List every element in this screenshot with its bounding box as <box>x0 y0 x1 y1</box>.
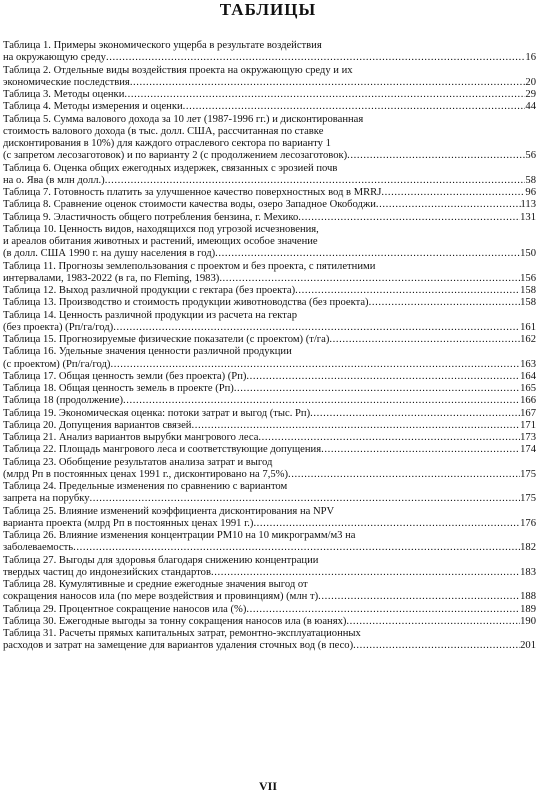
entry-page-number: 158 <box>520 285 536 296</box>
entry-page-number: 166 <box>520 395 536 407</box>
table-entry-line <box>3 567 536 579</box>
table-entry-line <box>3 236 536 248</box>
table-entry[interactable] <box>3 89 536 101</box>
table-entry-line <box>3 444 536 456</box>
entry-page-number: 162 <box>520 334 536 345</box>
dot-leader <box>347 150 525 162</box>
table-entry-line <box>3 138 536 150</box>
table-entry-line <box>3 77 536 89</box>
dot-leader <box>246 371 520 383</box>
entry-page-number: 44 <box>525 101 536 113</box>
table-entry-line <box>3 322 536 334</box>
entry-page-number: 58 <box>525 174 536 186</box>
table-entry-line <box>3 616 536 628</box>
table-entry[interactable] <box>3 383 536 395</box>
table-entry[interactable] <box>3 444 536 456</box>
entry-text: Таблица 15. Прогнозируемые физические показатели (с проектом) (т/га) <box>3 334 330 345</box>
entry-text: (в долл. США 1990 г. на душу населения в год) <box>3 248 216 260</box>
entry-text: Таблица 17. Общая ценность земли (без проекта) (Рп) <box>3 370 247 382</box>
table-entry-line <box>3 395 536 407</box>
table-entry[interactable] <box>3 420 536 432</box>
dot-leader <box>369 297 521 309</box>
entry-text: Таблица 23. Обобщение результатов анализа затрат и выгод <box>3 456 273 468</box>
entry-page-number: 150 <box>520 248 536 260</box>
table-entry-line <box>3 65 536 77</box>
entry-text: Таблица 8. Сравнение оценок стоимости качества воды, озеро Западное Окободжи <box>3 199 376 211</box>
entry-page-number: 161 <box>520 321 536 333</box>
entry-page-number: 183 <box>520 566 536 578</box>
entry-text: Таблица 18 (продолжение) <box>3 395 124 407</box>
entry-text: Таблица 30. Ежегодные выгоды за тонну сокращения наносов ила (в юанях) <box>3 615 347 627</box>
table-entry-line <box>3 175 536 187</box>
entry-page-number: 158 <box>520 297 536 309</box>
entry-page-number: 20 <box>525 76 536 88</box>
entry-page-number: 167 <box>520 407 536 419</box>
dot-leader <box>318 591 520 603</box>
table-entry[interactable] <box>3 212 536 224</box>
table-entry-line <box>3 432 536 444</box>
entry-text: (млрд Рп в постоянных ценах 1991 г., дисконтировано на 7,5%) <box>3 468 289 480</box>
table-entry-line <box>3 212 536 224</box>
table-entry[interactable] <box>3 261 536 286</box>
table-entry[interactable] <box>3 616 536 628</box>
table-entry-line <box>3 579 536 591</box>
entry-text: твердых частиц до индонезийских стандартов <box>3 566 211 578</box>
table-entry[interactable] <box>3 395 536 407</box>
table-entry-line <box>3 285 536 297</box>
table-entry-line <box>3 457 536 469</box>
entry-text: Таблица 21. Анализ вариантов вырубки мангрового леса <box>3 432 259 443</box>
table-entry-line <box>3 101 536 113</box>
table-entry-line <box>3 628 536 640</box>
entry-text: Таблица 4. Методы измерения и оценки <box>3 101 183 113</box>
table-entry-line <box>3 297 536 309</box>
entry-text: Таблица 10. Ценность видов, находящихся под угрозой исчезновения, <box>3 223 319 235</box>
table-entry-line <box>3 248 536 260</box>
table-entry[interactable] <box>3 481 536 506</box>
entry-text: Таблица 26. Влияние изменения концентрации РМ10 на 10 микрограмм/м3 на <box>3 530 356 541</box>
table-entry[interactable] <box>3 163 536 188</box>
table-entry-line <box>3 114 536 126</box>
dot-leader <box>329 334 520 346</box>
dot-leader <box>90 493 521 505</box>
table-entry[interactable] <box>3 199 536 211</box>
table-entry[interactable] <box>3 224 536 261</box>
table-entry-line <box>3 420 536 432</box>
table-entry[interactable] <box>3 334 536 346</box>
table-entry-line <box>3 52 536 64</box>
entry-text: (без проекта) (Рп/га/год) <box>3 321 114 333</box>
table-entry-line <box>3 542 536 554</box>
entry-text: стоимость валового дохода (в тыс. долл. США, рассчитанная по ставке <box>3 125 324 137</box>
entry-page-number: 156 <box>520 272 536 284</box>
entry-page-number: 201 <box>520 640 536 652</box>
table-entry[interactable] <box>3 40 536 65</box>
table-entry[interactable] <box>3 285 536 297</box>
table-entry[interactable] <box>3 408 536 420</box>
dot-leader <box>124 89 525 101</box>
entry-text: Таблица 12. Выход различной продукции с гектара (без проекта) <box>3 285 296 296</box>
entry-page-number: 163 <box>520 358 536 370</box>
entry-text: Таблица 28. Кумулятивные и средние ежегодные значения выгод от <box>3 579 308 590</box>
table-entry-line <box>3 273 536 285</box>
entry-text: Таблица 9. Эластичность общего потребления бензина, г. Мехико <box>3 211 299 223</box>
dot-leader <box>106 52 525 64</box>
dot-leader <box>191 420 520 432</box>
table-entry[interactable] <box>3 187 536 199</box>
dot-leader <box>321 444 520 456</box>
dot-leader <box>234 383 520 395</box>
entry-text: заболеваемость <box>3 542 74 554</box>
entry-page-number: 164 <box>520 370 536 382</box>
table-entry[interactable] <box>3 604 536 616</box>
table-entry-line <box>3 408 536 420</box>
dot-leader <box>123 395 520 407</box>
dot-leader <box>353 640 520 652</box>
entry-text: Таблица 2. Отдельные виды воздействия проекта на окружающую среду и их <box>3 64 353 76</box>
dot-leader <box>73 542 520 554</box>
entry-text: Таблица 3. Методы оценки <box>3 89 125 100</box>
entry-text: Таблица 14. Ценность различной продукции из расчета на гектар <box>3 309 297 321</box>
table-entry[interactable] <box>3 65 536 90</box>
table-entry-line <box>3 359 536 371</box>
table-entry[interactable] <box>3 371 536 383</box>
table-entry-line <box>3 506 536 518</box>
entry-text: и ареалов обитания животных и растений, имеющих особое значение <box>3 236 318 247</box>
table-entry-line <box>3 555 536 567</box>
entry-text: Таблица 6. Оценка общих ежегодных издержек, связанных с эрозией почв <box>3 162 338 174</box>
entry-page-number: 173 <box>520 432 536 443</box>
tables-list <box>3 40 536 653</box>
entry-text: варианта проекта (млрд Рп в постоянных ценах 1991 г.) <box>3 517 254 529</box>
entry-text: Таблица 25. Влияние изменений коэффициента дисконтирования на NPV <box>3 505 335 517</box>
dot-leader <box>211 567 520 579</box>
dot-leader <box>376 199 521 211</box>
table-entry[interactable] <box>3 114 536 163</box>
entry-page-number: 96 <box>525 187 536 198</box>
table-entry-line <box>3 591 536 603</box>
dot-leader <box>258 432 520 444</box>
table-entry-line <box>3 640 536 652</box>
entry-text: Таблица 5. Сумма валового дохода за 10 лет (1987-1996 гг.) и дисконтированная <box>3 113 364 125</box>
dot-leader <box>288 469 520 481</box>
table-entry-line <box>3 518 536 530</box>
table-entry-line <box>3 89 536 101</box>
table-entry-line <box>3 383 536 395</box>
entry-page-number: 171 <box>520 419 536 431</box>
dot-leader <box>246 604 520 616</box>
dot-leader <box>105 175 526 187</box>
entry-text: запрета на порубку <box>3 493 90 505</box>
entry-text: экономические последствия <box>3 76 130 88</box>
table-entry-line <box>3 530 536 542</box>
table-entry-line <box>3 371 536 383</box>
dot-leader <box>215 248 520 260</box>
entry-text: на о. Ява (в млн долл.) <box>3 174 105 186</box>
table-entry[interactable] <box>3 432 536 444</box>
entry-page-number: 188 <box>520 591 536 603</box>
entry-text: Таблица 7. Готовность платить за улучшенное качество поверхностных вод в MRRJ <box>3 187 382 198</box>
table-entry-line <box>3 346 536 358</box>
dot-leader <box>298 212 520 224</box>
dot-leader <box>346 616 520 628</box>
dot-leader <box>381 187 525 199</box>
table-entry[interactable] <box>3 628 536 653</box>
table-entry-line <box>3 310 536 322</box>
dot-leader <box>183 101 526 113</box>
table-entry[interactable] <box>3 506 536 531</box>
table-entry-line <box>3 40 536 52</box>
entry-page-number: 165 <box>520 383 536 394</box>
entry-text: Таблица 24. Предельные изменения по сравнению с вариантом <box>3 481 288 492</box>
table-entry-line <box>3 604 536 616</box>
entry-page-number: 182 <box>520 542 536 554</box>
table-entry-line <box>3 481 536 493</box>
dot-leader <box>310 408 520 420</box>
table-entry[interactable] <box>3 555 536 580</box>
entry-text: интервалами, 1983-2022 (в га, по Fleming, 1983) <box>3 272 220 284</box>
entry-page-number: 176 <box>520 517 536 529</box>
table-entry[interactable] <box>3 297 536 309</box>
entry-page-number: 29 <box>525 89 536 100</box>
table-entry-line <box>3 224 536 236</box>
entry-text: Таблица 13. Производство и стоимость продукции животноводства (без проекта) <box>3 297 369 309</box>
table-entry[interactable] <box>3 346 536 371</box>
entry-page-number: 174 <box>520 444 536 456</box>
entry-page-number: 113 <box>520 199 536 211</box>
dot-leader <box>130 77 526 89</box>
entry-text: Таблица 31. Расчеты прямых капитальных затрат, ремонтно-эксплуатационных <box>3 628 361 639</box>
entry-text: Таблица 18. Общая ценность земель в проекте (Рп) <box>3 383 234 394</box>
entry-page-number: 131 <box>520 211 536 223</box>
entry-text: Таблица 22. Площадь мангрового леса и соответствующие допущения <box>3 444 322 456</box>
table-entry-line <box>3 493 536 505</box>
entry-page-number: 175 <box>520 493 536 505</box>
entry-text: Таблица 1. Примеры экономического ущерба в результате воздействия <box>3 40 322 51</box>
entry-page-number: 189 <box>520 603 536 615</box>
entry-page-number: 175 <box>520 468 536 480</box>
table-entry[interactable] <box>3 457 536 482</box>
entry-text: Таблица 16. Удельные значения ценности различной продукции <box>3 346 292 358</box>
table-entry[interactable] <box>3 101 536 113</box>
entry-text: Таблица 19. Экономическая оценка: потоки затрат и выгод (тыс. Рп) <box>3 407 311 419</box>
table-entry-line <box>3 199 536 211</box>
entry-text: Таблица 29. Процентное сокращение наносов ила (%) <box>3 603 247 615</box>
entry-text: Таблица 11. Прогнозы землепользования с проектом и без проекта, с пятилетними <box>3 260 376 272</box>
entry-page-number: 190 <box>520 615 536 627</box>
table-entry-line <box>3 150 536 162</box>
entry-text: Таблица 27. Выгоды для здоровья благодаря снижению концентрации <box>3 554 319 566</box>
dot-leader <box>253 518 520 530</box>
dot-leader <box>219 273 520 285</box>
page-number: VII <box>258 779 277 793</box>
entry-text: дисконтирования в 10%) для каждого отраслевого сектора по варианту 1 <box>3 138 331 149</box>
table-entry-line <box>3 163 536 175</box>
dot-leader <box>295 285 520 297</box>
table-entry[interactable] <box>3 310 536 335</box>
entry-text: на окружающую среду <box>3 52 106 64</box>
table-entry-line <box>3 187 536 199</box>
entry-text: (с проектом) (Рп/га/год) <box>3 358 111 370</box>
table-entry-line <box>3 469 536 481</box>
dot-leader <box>110 359 520 371</box>
entry-text: сокращения наносов ила (по мере воздействия и провинциям) (млн т) <box>3 591 319 603</box>
table-entry[interactable] <box>3 579 536 604</box>
table-entry-line <box>3 334 536 346</box>
entry-page-number: 16 <box>525 52 536 64</box>
entry-page-number: 56 <box>525 150 536 162</box>
table-entry-line <box>3 261 536 273</box>
page-title: ТАБЛИЦЫ <box>219 0 317 19</box>
dot-leader <box>113 322 520 334</box>
table-entry[interactable] <box>3 530 536 555</box>
entry-text: расходов и затрат на замещение для вариантов удаления сточных вод (в песо) <box>3 640 354 652</box>
table-entry-line <box>3 126 536 138</box>
entry-text: (с запретом лесозаготовок) и по варианту 2 (с продолжением лесозаготовок) <box>3 150 348 162</box>
entry-text: Таблица 20. Допущения вариантов связей <box>3 419 192 431</box>
